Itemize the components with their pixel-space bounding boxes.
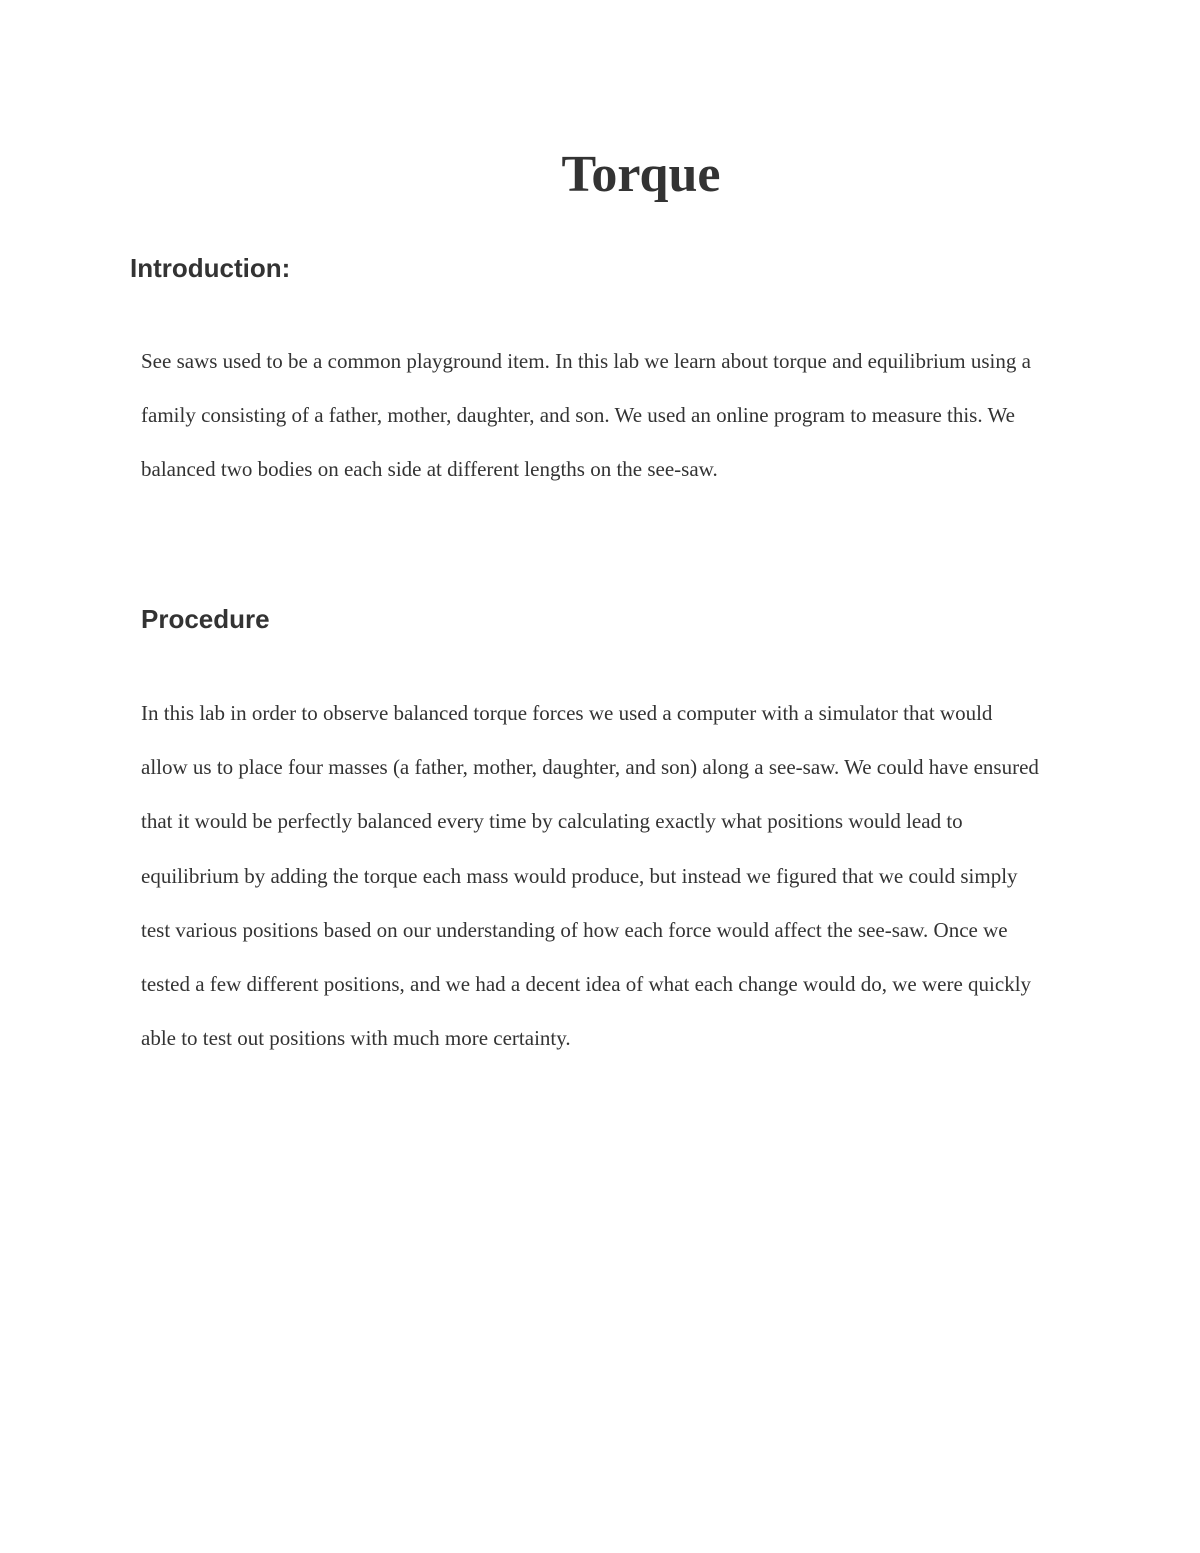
- introduction-heading: Introduction:: [130, 253, 291, 283]
- procedure-heading: Procedure: [141, 604, 270, 634]
- document-title: Torque: [561, 146, 721, 203]
- introduction-paragraph: See saws used to be a common playground item. In this lab we learn about torque and equilibrium using a family consisting of a father, mother, daughter, and son. We used an online program to measure this. We balanced two bodies on each side at different lengths on the see-saw.: [141, 349, 1031, 482]
- procedure-paragraph: In this lab in order to observe balanced torque forces we used a computer with a simulator that would allow us to place four masses (a father, mother, daughter, and son) along a see-saw. We could have ensured that it would be perfectly balanced every time by calculating exactly what positions would lead to equilibrium by adding the torque each mass would produce, but instead we figured that we could simply test various positions based on our understanding of how each force would affect the see-saw. Once we tested a few different positions, and we had a decent idea of what each change would do, we were quickly able to test out positions with much more certainty.: [141, 701, 1039, 1051]
